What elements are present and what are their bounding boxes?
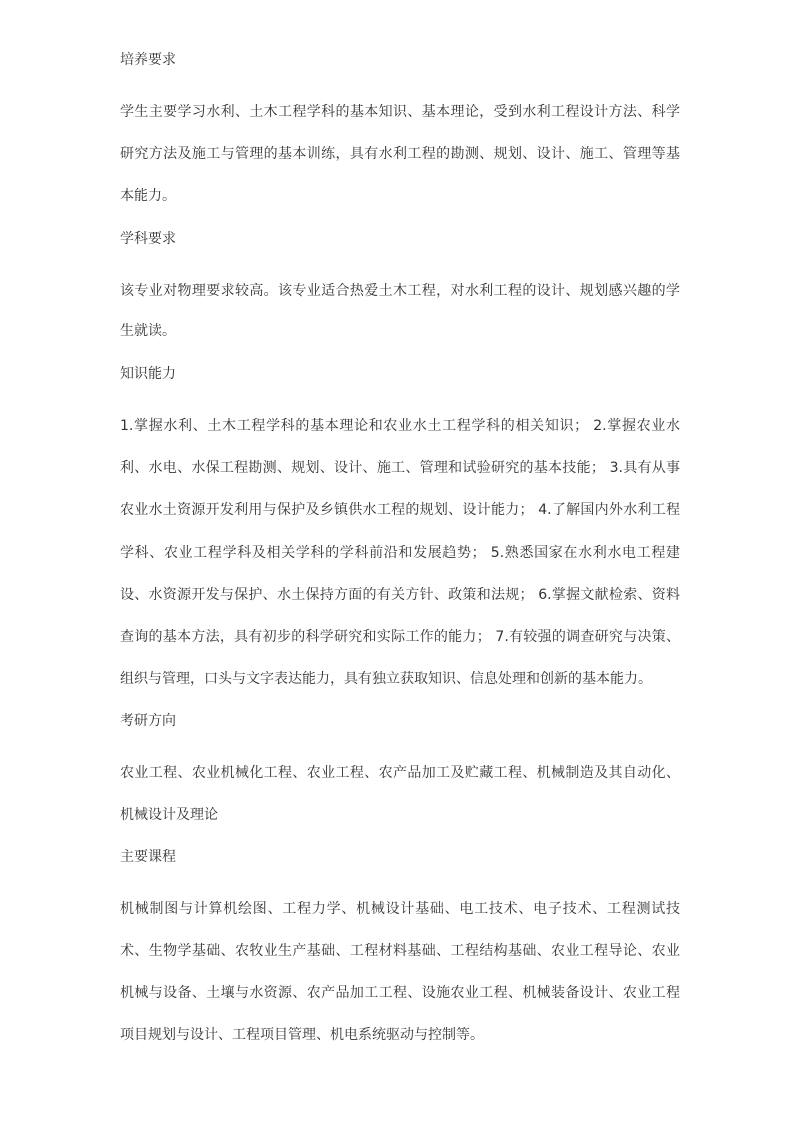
paragraph-line: 项目规划与设计、工程项目管理、机电系统驱动与控制等。 [120, 1027, 484, 1043]
paragraph-line: 查询的基本方法，具有初步的科学研究和实际工作的能力； 7.有较强的调查研究与决策、 [120, 629, 680, 645]
paragraph-line: 机械与设备、土壤与水资源、农产品加工工程、设施农业工程、机械装备设计、农业工程 [120, 985, 680, 1001]
paragraph-line: 学生主要学习水利、土木工程学科的基本知识、基本理论，受到水利工程设计方法、科学 [120, 104, 680, 120]
section-heading-training-requirements: 培养要求 [120, 52, 176, 68]
paragraph-line: 农业工程、农业机械化工程、农业工程、农产品加工及贮藏工程、机械制造及其自动化、 [120, 765, 680, 781]
section-heading-knowledge-ability: 知识能力 [120, 366, 176, 382]
paragraph-line: 机械制图与计算机绘图、工程力学、机械设计基础、电工技术、电子技术、工程测试技 [120, 901, 680, 917]
paragraph-line: 学科、农业工程学科及相关学科的学科前沿和发展趋势； 5.熟悉国家在水利水电工程建 [120, 545, 680, 561]
paragraph-line: 农业水土资源开发利用与保护及乡镇供水工程的规划、设计能力； 4.了解国内外水利工程 [120, 502, 680, 518]
section-heading-main-courses: 主要课程 [120, 849, 176, 865]
paragraph-line: 利、水电、水保工程勘测、规划、设计、施工、管理和试验研究的基本技能； 3.具有从事 [120, 460, 680, 476]
paragraph-line: 该专业对物理要求较高。该专业适合热爱土木工程，对水利工程的设计、规划感兴趣的学 [120, 283, 680, 299]
section-heading-subject-requirements: 学科要求 [120, 231, 176, 247]
paragraph-line: 设、水资源开发与保护、水土保持方面的有关方针、政策和法规； 6.掌握文献检索、资料 [120, 587, 680, 603]
paragraph-line: 研究方法及施工与管理的基本训练，具有水利工程的勘测、规划、设计、施工、管理等基 [120, 146, 680, 162]
paragraph-line: 组织与管理，口头与文字表达能力，具有独立获取知识、信息处理和创新的基本能力。 [120, 671, 652, 687]
paragraph-line: 本能力。 [120, 188, 176, 204]
paragraph-line: 机械设计及理论 [120, 807, 218, 823]
paragraph-line: 1.掌握水利、土木工程学科的基本理论和农业水土工程学科的相关知识； 2.掌握农业水 [120, 418, 680, 434]
paragraph-line: 生就读。 [120, 323, 176, 339]
paragraph-line: 术、生物学基础、农牧业生产基础、工程材料基础、工程结构基础、农业工程导论、农业 [120, 943, 680, 959]
section-heading-graduate-directions: 考研方向 [120, 713, 176, 729]
